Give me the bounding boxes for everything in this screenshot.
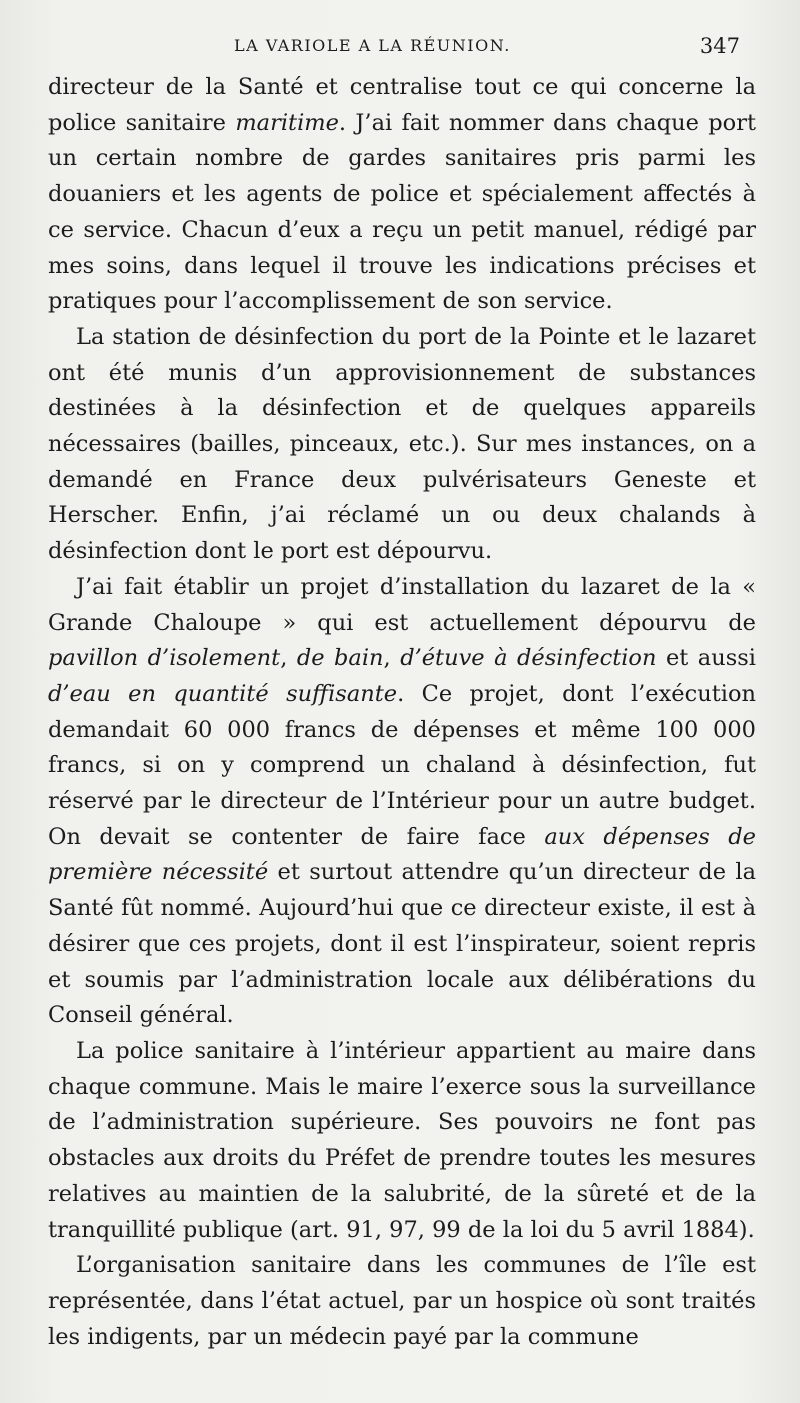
- italic-text: de bain: [296, 645, 384, 672]
- text-segment: directeur de la Santé et centralise tout ce qui concerne la police sanitaire: [48, 74, 756, 136]
- text-segment: La police sanitaire à l’intérieur appartient au maire dans chaque commune. Mais le maire l’exerce sous la surveillance de l’administration supérieure. Ses pouvoirs ne font pas obstacles aux droits du Préfet de prendre toutes les mesures relatives au maintien de la salubrité, de la sûreté et de la tranquillité publique (art. 91, 97, 99 de la loi du 5 avril 1884).: [48, 1037, 756, 1243]
- text-segment: . Ce projet, dont l’exécution demandait 60 000 francs de dépenses et même 100 000 francs, si on y comprend un chaland à désinfection, fut réservé par le directeur de l’Intérieur pour un autre budget. On devait se contenter de faire face: [48, 680, 756, 850]
- running-title: LA VARIOLE A LA RÉUNION.: [234, 36, 511, 55]
- italic-text: pavillon d’isolement: [48, 645, 281, 672]
- text-segment: et aussi: [656, 645, 757, 672]
- paragraph: [48, 70, 756, 320]
- paragraph: [48, 570, 756, 1034]
- body-text: [48, 70, 756, 1355]
- italic-text: d’étuve à désinfection: [400, 645, 657, 672]
- running-head: [48, 30, 756, 70]
- italic-text: aux dépenses de première nécessité: [48, 823, 756, 886]
- italic-text: maritime: [235, 109, 339, 136]
- page-number: 347: [699, 34, 740, 58]
- paragraph: [48, 320, 756, 570]
- paragraph: [48, 1034, 756, 1248]
- text-segment: L’organisation sanitaire dans les communes de l’île est représentée, dans l’état actuel, par un hospice où sont traités les indigents, par un médecin payé par la commune: [48, 1252, 756, 1350]
- text-segment: La station de désinfection du port de la Pointe et le lazaret ont été munis d’un approvisionnement de substances destinées à la désinfection et de quelques appareils nécessaires (bailles, pinceaux, etc.). Sur mes instances, on a demandé en France deux pulvérisateurs Geneste et Herscher. Enfin, j’ai réclamé un ou deux chalands à désinfection dont le port est dépourvu.: [48, 323, 756, 565]
- text-segment: ,: [383, 645, 401, 672]
- paragraph: [48, 1248, 756, 1355]
- italic-text: d’eau en quantité suffisante: [48, 680, 398, 707]
- text-segment: et surtout attendre qu’un directeur de la Santé fût nommé. Aujourd’hui que ce directeur existe, il est à désirer que ces projets, dont il est l’inspirateur, soient repris et soumis par l’administration locale aux délibérations du Conseil général.: [48, 859, 756, 1029]
- text-segment: ,: [280, 645, 297, 672]
- text-segment: J’ai fait établir un projet d’installation du lazaret de la « Grande Chaloupe » qui est actuellement dépourvu de: [48, 573, 756, 636]
- text-segment: . J’ai fait nommer dans chaque port un certain nombre de gardes sanitaires pris parmi les douaniers et les agents de police et spécialement affectés à ce service. Chacun d’eux a reçu un petit manuel, rédigé par mes soins, dans lequel il trouve les indications précises et pratiques pour l’accomplissement de son service.: [48, 109, 756, 315]
